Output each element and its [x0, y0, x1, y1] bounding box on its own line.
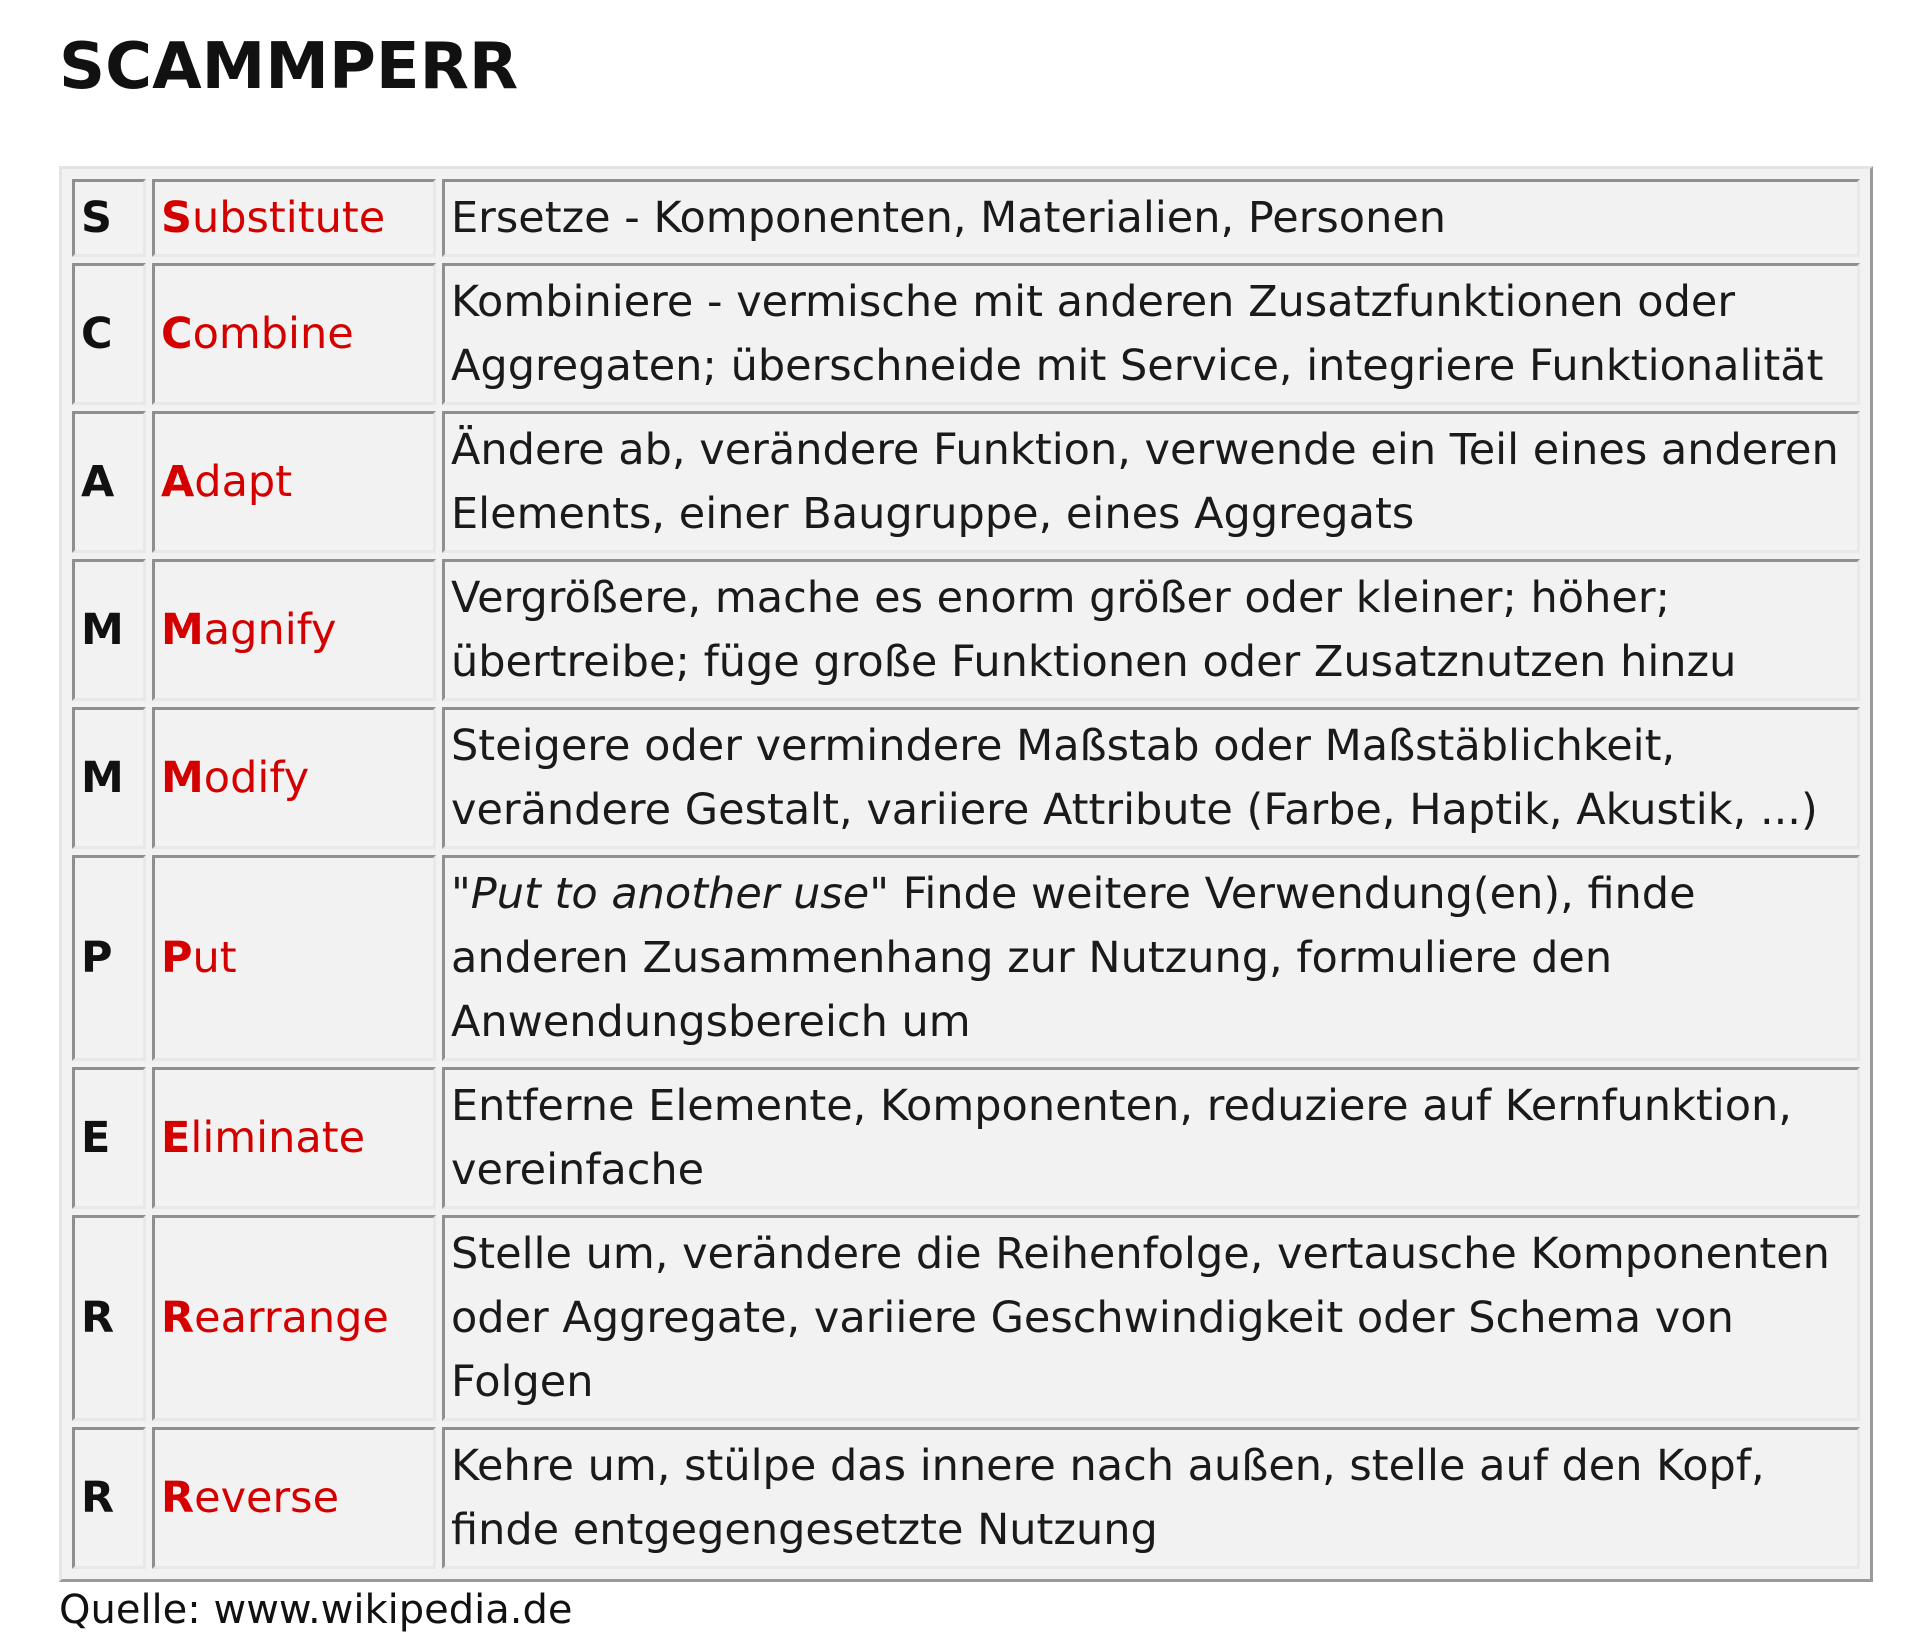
description-text: Kehre um, stülpe das innere nach außen, stelle auf den Kopf, finde entgegengesetzte Nutzung: [451, 1441, 1765, 1555]
row-description: [442, 263, 1860, 405]
keyword-initial: M: [161, 605, 204, 655]
row-description: [442, 411, 1860, 553]
row-keyword: [152, 411, 436, 553]
row-keyword: [152, 855, 436, 1061]
row-letter: P: [72, 855, 146, 1061]
page-title: SCAMMPERR: [59, 30, 519, 104]
table-row: [72, 559, 1860, 701]
row-keyword: [152, 559, 436, 701]
keyword-initial: C: [161, 309, 193, 359]
table-row: [72, 411, 1860, 553]
row-description: [442, 1427, 1860, 1569]
row-description: [442, 707, 1860, 849]
row-letter: E: [72, 1067, 146, 1209]
row-letter: R: [72, 1427, 146, 1569]
keyword-initial: A: [161, 457, 195, 507]
description-text: Kombiniere - vermische mit anderen Zusatzfunktionen oder Aggregaten; überschneide mit Service, integriere Funktionalität: [451, 277, 1824, 391]
row-letter: C: [72, 263, 146, 405]
keyword-rest: ombine: [192, 309, 354, 359]
scamper-table-frame: [59, 166, 1873, 1582]
keyword-rest: everse: [194, 1473, 340, 1523]
keyword-initial: E: [161, 1113, 191, 1163]
table-row: [72, 1067, 1860, 1209]
table-row: [72, 855, 1860, 1061]
keyword-rest: ubstitute: [191, 193, 386, 243]
description-text: Finde weitere Verwendung(en), finde anderen Zusammenhang zur Nutzung, formuliere den Anwendungsbereich um: [451, 869, 1696, 1047]
row-letter: M: [72, 707, 146, 849]
description-text: Entferne Elemente, Komponenten, reduziere auf Kernfunktion, vereinfache: [451, 1081, 1792, 1195]
row-keyword: [152, 1427, 436, 1569]
description-text: Steigere oder vermindere Maßstab oder Maßstäblichkeit, verändere Gestalt, variiere Attribute (Farbe, Haptik, Akustik, ...): [451, 721, 1818, 835]
row-description: [442, 855, 1860, 1061]
description-text: Stelle um, verändere die Reihenfolge, vertausche Komponenten oder Aggregate, variiere Geschwindigkeit oder Schema von Folgen: [451, 1229, 1830, 1407]
row-keyword: [152, 1067, 436, 1209]
description-italic: "Put to another use": [451, 869, 890, 919]
row-keyword: [152, 1215, 436, 1421]
keyword-initial: S: [161, 193, 192, 243]
keyword-rest: dapt: [194, 457, 293, 507]
row-description: [442, 1215, 1860, 1421]
description-text: Vergrößere, mache es enorm größer oder kleiner; höher; übertreibe; füge große Funktionen oder Zusatznutzen hinzu: [451, 573, 1737, 687]
row-letter: A: [72, 411, 146, 553]
table-row: [72, 1427, 1860, 1569]
source-note: Quelle: www.wikipedia.de: [59, 1587, 573, 1633]
table-row: [72, 1215, 1860, 1421]
row-keyword: [152, 179, 436, 257]
row-keyword: [152, 263, 436, 405]
table-row: [72, 707, 1860, 849]
row-keyword: [152, 707, 436, 849]
row-letter: R: [72, 1215, 146, 1421]
row-letter: S: [72, 179, 146, 257]
description-text: Ändere ab, verändere Funktion, verwende ein Teil eines anderen Elements, einer Baugruppe, eines Aggregats: [451, 425, 1839, 539]
keyword-rest: odify: [203, 753, 310, 803]
keyword-rest: agnify: [203, 605, 337, 655]
row-description: [442, 559, 1860, 701]
keyword-initial: M: [161, 753, 204, 803]
keyword-initial: R: [161, 1473, 195, 1523]
row-description: [442, 1067, 1860, 1209]
keyword-rest: liminate: [190, 1113, 366, 1163]
keyword-rest: ut: [192, 933, 237, 983]
keyword-initial: P: [161, 933, 193, 983]
row-letter: M: [72, 559, 146, 701]
description-text: Ersetze - Komponenten, Materialien, Personen: [451, 193, 1447, 243]
row-description: [442, 179, 1860, 257]
table-row: [72, 179, 1860, 257]
table-row: [72, 263, 1860, 405]
scamper-table: [66, 173, 1866, 1575]
keyword-rest: earrange: [194, 1293, 389, 1343]
keyword-initial: R: [161, 1293, 195, 1343]
